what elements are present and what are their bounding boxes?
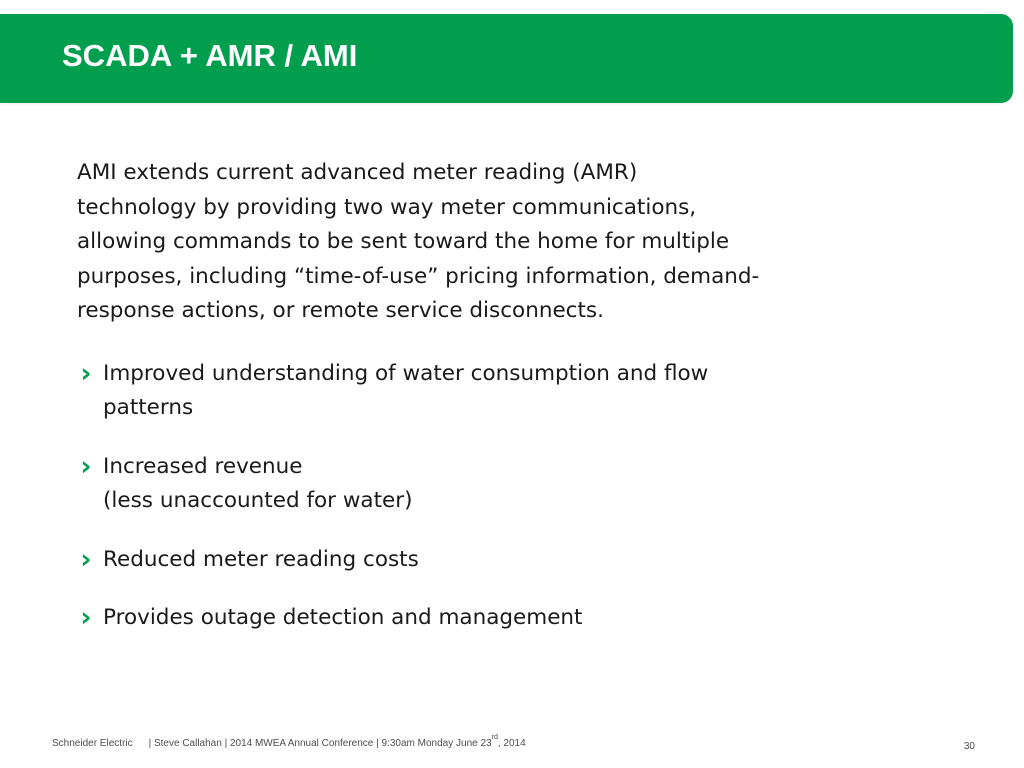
chevron-right-icon: › xyxy=(80,602,92,633)
slide-content xyxy=(77,156,767,660)
chevron-right-icon: › xyxy=(80,357,92,389)
bullet-list xyxy=(77,357,767,636)
bullet-text-line-2: (less unaccounted for water) xyxy=(103,488,413,513)
bullet-text-line-1: Increased revenue xyxy=(103,453,303,479)
bullet-text xyxy=(103,450,778,519)
page-number: 30 xyxy=(963,741,975,752)
bullet-item-reduced-reading-costs xyxy=(77,543,767,578)
chevron-right-icon: › xyxy=(80,543,92,575)
bullet-item-consumption-understanding xyxy=(77,357,767,426)
footer-presentation-details xyxy=(148,733,526,749)
footer-details xyxy=(52,733,526,750)
intro-paragraph: AMI extends current advanced meter reading (AMR) technology by providing two way meter communications, allowing commands to be sent toward the home for multiple purposes, including “time-of-use” pricing information, demand-response actions, or remote service disconnects. xyxy=(77,160,760,323)
bullet-item-outage-detection xyxy=(77,601,767,636)
footer-company-name: Schneider Electric xyxy=(52,738,133,749)
bullet-item-increased-revenue xyxy=(77,450,767,519)
footer-details-suffix: , 2014 xyxy=(497,738,526,749)
slide-title: SCADA + AMR / AMI xyxy=(62,38,358,73)
footer-date-superscript: rd xyxy=(491,733,498,741)
footer-details-prefix: | Steve Callahan | 2014 MWEA Annual Conference | 9:30am Monday June 23 xyxy=(148,738,492,749)
bullet-text: Improved understanding of water consumption and flow patterns xyxy=(103,360,709,420)
chevron-right-icon: › xyxy=(80,450,92,482)
bullet-text: Provides outage detection and management xyxy=(103,605,583,630)
bullet-text: Reduced meter reading costs xyxy=(103,546,419,572)
